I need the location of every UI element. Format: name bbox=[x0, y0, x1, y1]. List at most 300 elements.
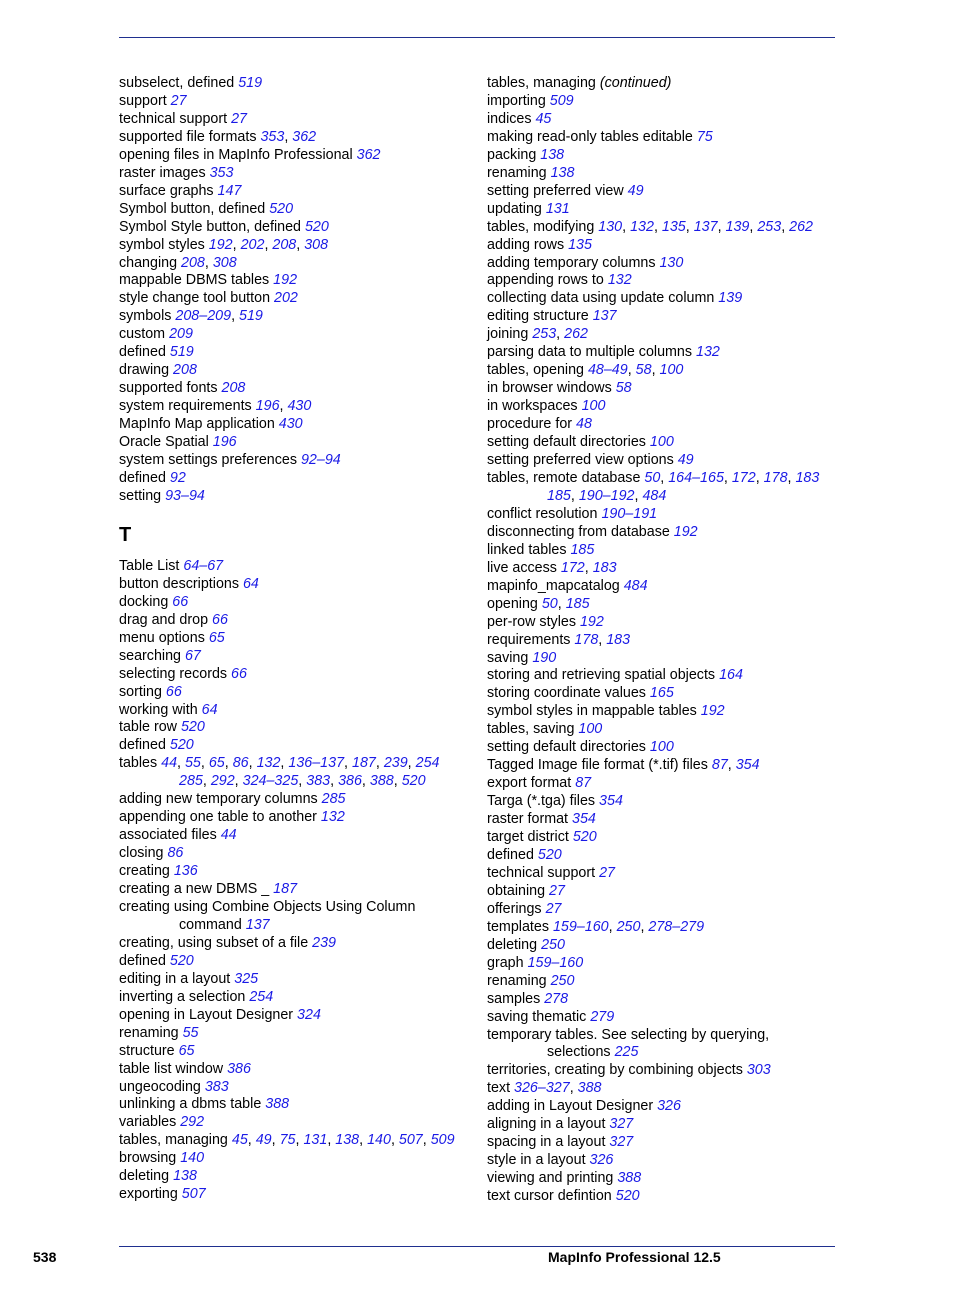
index-entry: 185, 190–192, 484 bbox=[547, 487, 667, 504]
index-entry bbox=[119, 93, 474, 111]
page-link[interactable]: 136–137 bbox=[288, 755, 345, 772]
index-term: adding new temporary columns bbox=[119, 791, 322, 808]
index-term: collecting data using update column bbox=[487, 290, 719, 307]
index-term: offerings bbox=[487, 900, 546, 917]
index-entry bbox=[487, 165, 837, 183]
index-term: closing bbox=[119, 845, 168, 862]
page-link[interactable]: 326 bbox=[589, 1152, 614, 1169]
index-term: appending one table to another bbox=[119, 809, 321, 826]
index-term: Targa (*.tga) files bbox=[487, 793, 600, 810]
index-term: requirements bbox=[487, 631, 575, 648]
page-link[interactable]: 130 bbox=[659, 254, 684, 271]
page-link[interactable]: 362 bbox=[292, 128, 317, 145]
page-link[interactable]: 324–325 bbox=[242, 773, 299, 790]
page-link[interactable]: 520 bbox=[572, 829, 597, 846]
page-link[interactable]: 45 bbox=[535, 110, 552, 127]
page-link[interactable]: 45 bbox=[231, 1132, 248, 1149]
page-link[interactable]: 254 bbox=[249, 988, 274, 1005]
index-term: working with bbox=[119, 701, 202, 718]
page-link[interactable]: 519 bbox=[169, 344, 194, 361]
index-entry bbox=[119, 648, 474, 666]
page-link[interactable]: 65 bbox=[208, 629, 225, 646]
index-term: joining bbox=[487, 326, 533, 343]
page-link[interactable]: 100 bbox=[649, 739, 674, 756]
page-link[interactable]: 354 bbox=[735, 757, 760, 774]
page-link[interactable]: 520 bbox=[401, 773, 426, 790]
page-link[interactable]: 185 bbox=[565, 595, 590, 612]
page-link[interactable]: 388 bbox=[265, 1096, 290, 1113]
index-entry bbox=[487, 1188, 837, 1206]
page-link[interactable]: 279 bbox=[590, 1008, 615, 1025]
index-entry bbox=[487, 237, 837, 255]
page-link[interactable]: 225 bbox=[614, 1044, 639, 1061]
page-link[interactable]: 202 bbox=[240, 236, 265, 253]
index-term: technical support bbox=[487, 864, 600, 881]
page-link[interactable]: 519 bbox=[238, 75, 263, 91]
page-link[interactable]: 388 bbox=[577, 1080, 602, 1097]
index-column-left bbox=[119, 75, 474, 1204]
page-link[interactable]: 165 bbox=[649, 685, 674, 702]
page-link[interactable]: 172 bbox=[560, 559, 585, 576]
index-group-s bbox=[119, 75, 474, 506]
index-term: raster images bbox=[119, 164, 210, 181]
page-link[interactable]: 178 bbox=[763, 469, 788, 486]
page-link[interactable]: 87 bbox=[575, 775, 592, 792]
page-link[interactable]: 49 bbox=[627, 182, 644, 199]
page-link[interactable]: 285 bbox=[179, 773, 203, 790]
index-term: Table List bbox=[119, 557, 184, 574]
page-link[interactable]: 187 bbox=[352, 755, 376, 772]
page-link[interactable]: 50 bbox=[541, 595, 558, 612]
page-link[interactable]: 187 bbox=[273, 881, 298, 898]
page-link[interactable]: 484 bbox=[642, 487, 667, 504]
page-link[interactable]: 93–94 bbox=[165, 487, 205, 504]
page-link[interactable]: 430 bbox=[287, 398, 312, 415]
index-entry: changing 208, 308 bbox=[119, 254, 237, 271]
page-link[interactable]: 190–192 bbox=[578, 487, 635, 504]
section-letter: T bbox=[119, 523, 132, 546]
index-entry bbox=[119, 1079, 474, 1097]
page-link[interactable]: 66 bbox=[172, 593, 189, 610]
page-link[interactable]: 86 bbox=[167, 845, 184, 862]
page-link[interactable]: 190–191 bbox=[601, 505, 658, 522]
index-entry bbox=[119, 1168, 474, 1186]
index-term: saving thematic bbox=[487, 1008, 591, 1025]
page-link[interactable]: 192 bbox=[208, 236, 233, 253]
page-link[interactable]: 250 bbox=[550, 972, 575, 989]
page-link[interactable]: 388 bbox=[617, 1170, 642, 1187]
index-entry bbox=[487, 775, 837, 793]
index-entry bbox=[487, 650, 837, 668]
page-link[interactable]: 65 bbox=[178, 1042, 195, 1059]
page-link[interactable]: 308 bbox=[304, 236, 329, 253]
index-term: samples bbox=[487, 990, 545, 1007]
index-term: tables, saving bbox=[487, 721, 579, 738]
page-link[interactable]: 139 bbox=[718, 290, 743, 307]
index-term: importing bbox=[487, 92, 550, 109]
page-link[interactable]: 185 bbox=[570, 541, 595, 558]
index-entry bbox=[487, 1134, 837, 1152]
index-term: setting default directories bbox=[487, 434, 650, 451]
page-link[interactable]: 520 bbox=[169, 952, 194, 969]
page-link[interactable]: 324 bbox=[297, 1006, 321, 1023]
page-link[interactable]: 519 bbox=[239, 308, 263, 325]
page-link[interactable]: 507 bbox=[398, 1132, 423, 1149]
index-entry bbox=[487, 614, 837, 632]
page-link[interactable]: 48–49 bbox=[587, 362, 628, 379]
page-link[interactable]: 100 bbox=[578, 721, 603, 738]
index-term: adding temporary columns bbox=[487, 254, 660, 271]
page-link[interactable]: 192 bbox=[700, 703, 725, 720]
index-term: renaming bbox=[487, 972, 551, 989]
index-entry bbox=[119, 702, 474, 720]
page-link[interactable]: 183 bbox=[795, 469, 820, 486]
index-term: saving bbox=[487, 649, 533, 666]
page-link[interactable]: 239 bbox=[383, 755, 408, 772]
page-link[interactable]: 66 bbox=[165, 683, 182, 700]
page-link[interactable]: 159–160 bbox=[527, 954, 584, 971]
page-link[interactable]: 520 bbox=[169, 737, 194, 754]
page-link[interactable]: 100 bbox=[581, 398, 606, 415]
page-link[interactable]: 44 bbox=[220, 827, 237, 844]
index-term: custom bbox=[119, 326, 170, 343]
page-link[interactable]: 354 bbox=[599, 793, 623, 810]
index-term: tables, modifying bbox=[487, 218, 599, 235]
index-entry bbox=[119, 845, 474, 863]
index-term: defined bbox=[119, 737, 170, 754]
page-link[interactable]: 132 bbox=[320, 809, 345, 826]
page-link[interactable]: 327 bbox=[609, 1116, 634, 1133]
page-link[interactable]: 388 bbox=[369, 773, 394, 790]
page-link[interactable]: 303 bbox=[746, 1062, 771, 1079]
page-link[interactable]: 190 bbox=[532, 649, 557, 666]
page-link[interactable]: 253 bbox=[757, 218, 782, 235]
index-term: target district bbox=[487, 829, 573, 846]
page-link[interactable]: 386 bbox=[227, 1060, 251, 1077]
page-link[interactable]: 92–94 bbox=[300, 452, 341, 469]
page-link[interactable]: 27 bbox=[170, 92, 187, 109]
index-entry: tables, remote database 50, 164–165, 172, 178, 183 bbox=[487, 469, 820, 486]
page-link[interactable]: 507 bbox=[181, 1186, 206, 1203]
page-link[interactable]: 192 bbox=[579, 613, 604, 630]
index-term: tables, opening bbox=[487, 362, 588, 379]
page-link[interactable]: 192 bbox=[673, 523, 698, 540]
page-link[interactable]: 353 bbox=[209, 164, 234, 181]
page-link[interactable]: 67 bbox=[184, 647, 201, 664]
index-term: tables, managing bbox=[487, 75, 600, 91]
page-link[interactable]: 138 bbox=[540, 146, 565, 163]
page-link[interactable]: 326 bbox=[657, 1098, 681, 1115]
index-term: browsing bbox=[119, 1150, 181, 1167]
page-link[interactable]: 520 bbox=[615, 1188, 640, 1205]
index-term: making read-only tables editable bbox=[487, 128, 697, 145]
page-link[interactable]: 254 bbox=[415, 755, 440, 772]
index-entry bbox=[487, 506, 837, 524]
index-entry: tables, opening 48–49, 58, 100 bbox=[487, 362, 684, 379]
index-entry bbox=[487, 739, 837, 757]
index-term: system settings preferences bbox=[119, 452, 301, 469]
index-entry: Tagged Image file format (*.tif) files 87, 354 bbox=[487, 757, 760, 774]
index-term: mapinfo_mapcatalog bbox=[487, 577, 624, 594]
page-link[interactable]: 196 bbox=[212, 434, 237, 451]
page-link[interactable]: 326–327 bbox=[514, 1080, 570, 1097]
footer-title: MapInfo Professional 12.5 bbox=[548, 1249, 721, 1265]
page-link[interactable]: 509 bbox=[430, 1132, 455, 1149]
page-link[interactable]: 49 bbox=[255, 1132, 272, 1149]
page-link[interactable]: 132 bbox=[630, 218, 654, 235]
page-link[interactable]: 136 bbox=[173, 863, 198, 880]
page-link[interactable]: 138 bbox=[550, 164, 575, 181]
page-link[interactable]: 208 bbox=[173, 362, 197, 379]
index-term: creating, using subset of a file bbox=[119, 934, 313, 951]
index-term: in browser windows bbox=[487, 380, 616, 397]
index-term: defined bbox=[487, 846, 538, 863]
page-link[interactable]: 383 bbox=[204, 1078, 229, 1095]
index-entry bbox=[487, 111, 837, 129]
page-link[interactable]: 66 bbox=[212, 611, 228, 628]
page-link[interactable]: 354 bbox=[572, 811, 596, 828]
page-link[interactable]: 292 bbox=[180, 1114, 205, 1131]
index-term: drag and drop bbox=[119, 611, 212, 628]
page-link[interactable]: 138 bbox=[173, 1168, 197, 1185]
index-term: spacing in a layout bbox=[487, 1134, 610, 1151]
index-entry bbox=[119, 953, 474, 971]
index-entry bbox=[487, 1098, 837, 1116]
index-term: setting preferred view options bbox=[487, 452, 678, 469]
page-link[interactable]: 164–165 bbox=[668, 469, 724, 486]
page-link[interactable]: 27 bbox=[545, 900, 562, 917]
index-term: Oracle Spatial bbox=[119, 434, 213, 451]
page-link[interactable]: 285 bbox=[321, 791, 346, 808]
index-term: tables, managing bbox=[119, 1132, 232, 1149]
page-link[interactable]: 58 bbox=[615, 380, 632, 397]
index-entry bbox=[119, 380, 474, 398]
page-link[interactable]: 75 bbox=[279, 1132, 296, 1149]
index-entry bbox=[487, 380, 837, 398]
page-link[interactable]: 65 bbox=[208, 755, 225, 772]
page-link[interactable]: 325 bbox=[234, 970, 259, 987]
page-link[interactable]: 55 bbox=[184, 755, 201, 772]
index-term: appending rows to bbox=[487, 272, 608, 289]
page-link[interactable]: 520 bbox=[537, 846, 562, 863]
index-column-right bbox=[487, 75, 837, 1206]
index-term: conflict resolution bbox=[487, 505, 602, 522]
page-link[interactable]: 178 bbox=[574, 631, 599, 648]
index-entry bbox=[119, 935, 474, 953]
index-term: creating a new DBMS _ bbox=[119, 881, 274, 898]
index-entry bbox=[487, 578, 837, 596]
page-link[interactable]: 100 bbox=[649, 434, 674, 451]
index-term: linked tables bbox=[487, 541, 571, 558]
index-term: territories, creating by combining objects bbox=[487, 1062, 747, 1079]
page-link[interactable]: 92 bbox=[169, 469, 186, 486]
index-entry bbox=[119, 881, 474, 899]
index-entry bbox=[119, 989, 474, 1007]
page-link[interactable]: 87 bbox=[711, 757, 728, 774]
index-term: per-row styles bbox=[487, 613, 580, 630]
page-link[interactable]: 64 bbox=[242, 575, 259, 592]
header-rule bbox=[119, 37, 835, 38]
page-link[interactable]: 386 bbox=[338, 773, 362, 790]
page-link[interactable]: 520 bbox=[180, 719, 205, 736]
page-link[interactable]: 209 bbox=[169, 326, 193, 343]
page-link[interactable]: 27 bbox=[549, 882, 565, 899]
index-entry bbox=[119, 75, 474, 93]
index-term: setting default directories bbox=[487, 739, 650, 756]
index-term: defined bbox=[119, 344, 170, 361]
index-entry bbox=[487, 201, 837, 219]
page-link[interactable]: 308 bbox=[212, 254, 237, 271]
page-link[interactable]: 253 bbox=[532, 326, 557, 343]
page-link[interactable]: 66 bbox=[231, 665, 247, 682]
page-link[interactable]: 196 bbox=[255, 398, 280, 415]
index-entry bbox=[119, 452, 474, 470]
page-link[interactable]: 50 bbox=[644, 469, 661, 486]
page-link[interactable]: 292 bbox=[210, 773, 235, 790]
index-entry bbox=[487, 183, 837, 201]
page-link[interactable]: 520 bbox=[304, 218, 329, 235]
index-term: symbol styles in mappable tables bbox=[487, 703, 701, 720]
page-link[interactable]: 147 bbox=[217, 182, 242, 199]
page-link[interactable]: 164 bbox=[719, 667, 743, 684]
index-entry bbox=[119, 917, 474, 935]
index-entry: live access 172, 183 bbox=[487, 559, 617, 576]
index-entry: symbols 208–209, 519 bbox=[119, 308, 263, 325]
index-term: opening bbox=[487, 595, 542, 612]
page-link[interactable]: 135 bbox=[568, 236, 592, 253]
page-link[interactable]: 131 bbox=[545, 200, 570, 217]
page-link[interactable]: 484 bbox=[623, 577, 648, 594]
index-entry bbox=[119, 684, 474, 702]
index-term: export format bbox=[487, 775, 576, 792]
page-link[interactable]: 64–67 bbox=[183, 557, 224, 574]
page-link[interactable]: 140 bbox=[367, 1132, 391, 1149]
page-link[interactable]: 132 bbox=[607, 272, 632, 289]
page-link[interactable]: 49 bbox=[677, 452, 694, 469]
page-link[interactable]: 383 bbox=[306, 773, 331, 790]
page-link[interactable]: 159–160 bbox=[552, 918, 609, 935]
page-link[interactable]: 44 bbox=[161, 755, 178, 772]
page-link[interactable]: 353 bbox=[260, 128, 285, 145]
page-link[interactable]: 208–209 bbox=[175, 308, 232, 325]
page-link[interactable]: 137 bbox=[592, 308, 617, 325]
page-link[interactable]: 520 bbox=[269, 200, 294, 217]
page-link[interactable]: 137 bbox=[693, 218, 718, 235]
page-link[interactable]: 278–279 bbox=[648, 918, 705, 935]
index-entry bbox=[487, 75, 837, 93]
page-link[interactable]: 130 bbox=[598, 218, 623, 235]
page-link[interactable]: 58 bbox=[635, 362, 652, 379]
page-link[interactable]: 250 bbox=[616, 918, 641, 935]
index-entry bbox=[487, 1170, 837, 1188]
page-link[interactable]: 48 bbox=[576, 416, 592, 433]
index-entry bbox=[487, 1152, 837, 1170]
page-link[interactable]: 183 bbox=[592, 559, 617, 576]
index-entry bbox=[119, 219, 474, 237]
index-term: ungeocoding bbox=[119, 1078, 205, 1095]
index-entry: tables 44, 55, 65, 86, 132, 136–137, 187, 239, 254 bbox=[119, 755, 440, 772]
index-entry bbox=[487, 1044, 837, 1062]
page-link[interactable]: 208 bbox=[181, 254, 205, 271]
index-entry bbox=[487, 542, 837, 560]
page-link[interactable]: 55 bbox=[182, 1024, 199, 1041]
index-entry bbox=[119, 290, 474, 308]
page-link[interactable]: 183 bbox=[606, 631, 631, 648]
index-term: creating using Combine Objects Using Column bbox=[119, 898, 416, 915]
page-link[interactable]: 509 bbox=[549, 92, 574, 109]
page-link[interactable]: 430 bbox=[278, 416, 303, 433]
page-link[interactable]: 64 bbox=[201, 701, 218, 718]
index-term: support bbox=[119, 92, 171, 109]
index-entry: tables, managing 45, 49, 75, 131, 138, 140, 507, 509 bbox=[119, 1132, 455, 1149]
page-link[interactable]: 192 bbox=[273, 272, 298, 289]
page-link[interactable]: 208 bbox=[221, 380, 246, 397]
page-link[interactable]: 208 bbox=[272, 236, 297, 253]
page-link[interactable]: 239 bbox=[312, 934, 336, 951]
page-link[interactable]: 362 bbox=[356, 146, 381, 163]
index-entry bbox=[487, 847, 837, 865]
page-link[interactable]: 327 bbox=[609, 1134, 634, 1151]
index-term-note: (continued) bbox=[599, 75, 672, 91]
page-link[interactable]: 139 bbox=[725, 218, 750, 235]
page-link[interactable]: 140 bbox=[180, 1150, 205, 1167]
index-term: deleting bbox=[487, 936, 542, 953]
index-term: tables bbox=[119, 755, 162, 772]
page-link[interactable]: 138 bbox=[335, 1132, 360, 1149]
page-link[interactable]: 75 bbox=[696, 128, 713, 145]
index-term: obtaining bbox=[487, 882, 550, 899]
page-link[interactable]: 27 bbox=[231, 110, 247, 127]
index-entry bbox=[487, 147, 837, 165]
page-link[interactable]: 100 bbox=[659, 362, 684, 379]
page-link[interactable]: 250 bbox=[541, 936, 565, 953]
page-link[interactable]: 27 bbox=[599, 864, 615, 881]
index-entry: 285, 292, 324–325, 383, 386, 388, 520 bbox=[179, 773, 426, 790]
page-link[interactable]: 131 bbox=[303, 1132, 328, 1149]
index-entry bbox=[119, 666, 474, 684]
index-entry bbox=[119, 809, 474, 827]
page-link[interactable]: 262 bbox=[789, 218, 813, 235]
page-link[interactable]: 262 bbox=[564, 326, 588, 343]
index-term: structure bbox=[119, 1042, 179, 1059]
page-link[interactable]: 135 bbox=[661, 218, 686, 235]
page-link[interactable]: 86 bbox=[232, 755, 249, 772]
index-entry bbox=[487, 721, 837, 739]
index-term: Symbol Style button, defined bbox=[119, 218, 305, 235]
page-link[interactable]: 132 bbox=[696, 344, 720, 361]
index-term: style change tool button bbox=[119, 290, 274, 307]
footer-rule bbox=[119, 1246, 835, 1247]
index-term: menu options bbox=[119, 629, 209, 646]
page-link[interactable]: 137 bbox=[245, 916, 270, 933]
page-link[interactable]: 185 bbox=[547, 487, 571, 504]
page-link[interactable]: 172 bbox=[731, 469, 756, 486]
index-entry bbox=[119, 612, 474, 630]
index-entry bbox=[487, 1009, 837, 1027]
index-entry bbox=[119, 1114, 474, 1132]
index-entry bbox=[119, 362, 474, 380]
index-term: table row bbox=[119, 719, 181, 736]
index-term: technical support bbox=[119, 110, 232, 127]
index-entry bbox=[119, 165, 474, 183]
index-entry bbox=[119, 899, 474, 917]
page-link[interactable]: 132 bbox=[256, 755, 281, 772]
index-entry bbox=[487, 416, 837, 434]
page-link[interactable]: 202 bbox=[274, 290, 298, 307]
index-entry bbox=[487, 272, 837, 290]
page-link[interactable]: 278 bbox=[544, 990, 569, 1007]
index-entry: tables, modifying 130, 132, 135, 137, 139, 253, 262 bbox=[487, 218, 813, 235]
